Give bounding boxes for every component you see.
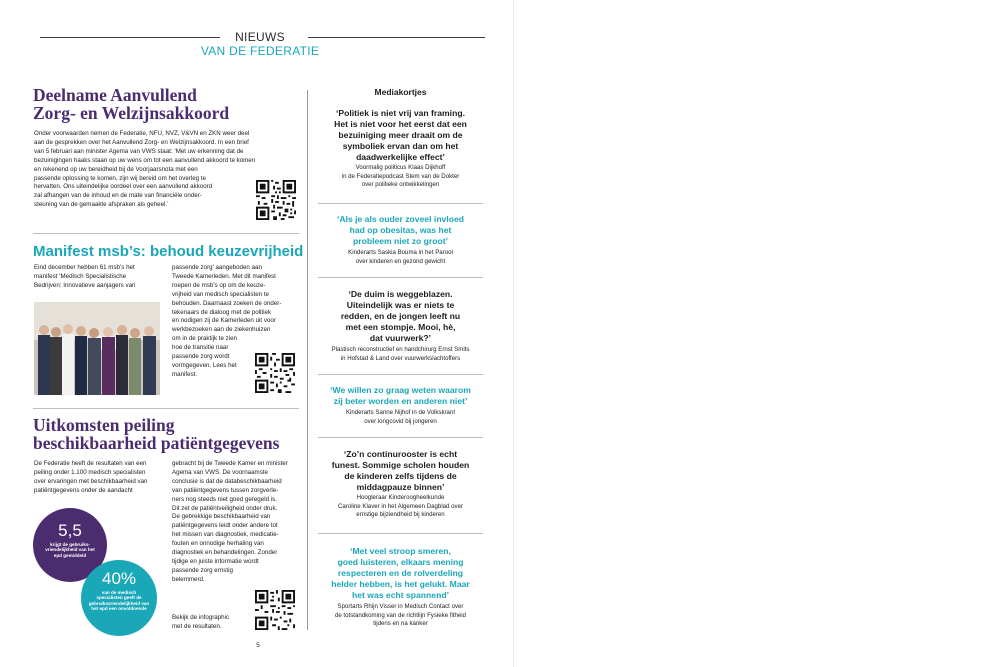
article1-title-line1: Deelname Aanvullend	[33, 85, 197, 105]
stat-circle-percentage	[81, 560, 157, 636]
divider	[318, 203, 483, 204]
quote-2-source: Kinderarts Saskia Bouma in het Parool over kinderen en gezond gewicht	[348, 249, 453, 265]
quote-6: ‘Met veel stroop smeren, goed luisteren, elkaars mening respecteren en de rolverdeling helder hebben, is het gelukt. Maar het was echt spannend’	[331, 546, 470, 600]
quote-3: ‘De duim is weggeblazen. Uiteindelijk was er niets te redden, en de jongen leeft nu met een stompje. Mooi, hè, dat vuurwerk?’	[340, 289, 461, 343]
qr-code-article2[interactable]	[255, 353, 295, 393]
quote-3-source: Plastisch reconstructief en handchirurg Ernst Smits in Hofstad & Land over vuurwerkslachtoffers	[331, 346, 470, 362]
article3-title-line2: beschikbaarheid patiëntgegevens	[33, 433, 280, 453]
stat-percentage-value: 40%	[101, 569, 137, 588]
article3-title-line1: Uitkomsten peiling	[33, 415, 175, 435]
qr-code-article1[interactable]	[256, 180, 296, 220]
quote-1: ‘Politiek is niet vrij van framing. Het is niet voor het eerst dat een bezuiniging meer draait om de symboliek ervan dan om het daadwerkelijke effect’	[334, 108, 467, 162]
divider	[318, 437, 483, 438]
article2-col1: Eind december hebben 61 msb’s het manifest ‘Medisch Specialistische Bedrijven: Innovatieve aanjagers van	[34, 264, 136, 289]
divider	[33, 408, 299, 409]
section-label: NIEUWS	[235, 30, 285, 44]
article3-col1: De Federatie heeft de resultaten van een peiling onder 1.100 medisch specialisten over ervaringen met beschikbaarheid van patiëntgegevens onder de aandacht	[34, 460, 148, 494]
column-divider	[307, 90, 308, 630]
article1-title-line2: Zorg- en Welzijnsakkoord	[33, 103, 230, 123]
quote-5: ‘Zo’n continurooster is echt funest. Sommige scholen houden de kinderen zelfs tijdens de middagpauze binnen’	[331, 449, 470, 492]
stat-percentage-caption: van de medisch specialisten geeft de gebruiksvriendelijkheid van het epd een onvoldoende	[88, 590, 150, 612]
infographic-link-text[interactable]: Bekijk de infographic met de resultaten.	[172, 614, 230, 630]
article2-title: Manifest msb’s: behoud keuzevrijheid	[33, 243, 304, 260]
section-sublabel: VAN DE FEDERATIE	[200, 44, 320, 58]
article2-col2: passende zorg’ aangeboden aan Tweede Kamerleden. Met dit manifest roepen de msb’s op om de keuze- vrijheid van medisch specialisten te behouden. Daarnaast zoeken de onder- tekenaars de dialoog met de politiek en nodigen zij de Kamerleden uit voor werkbezoeken aan de ziekenhuizen om in de praktijk te zien hoe de transitie naar passende zorg wordt vormgegeven. Lees het manifest.	[172, 264, 282, 378]
quote-4: ‘We willen zo graag weten waarom zij beter worden en anderen niet’	[330, 385, 471, 406]
divider	[33, 233, 299, 234]
divider	[318, 533, 483, 534]
qr-code-article3[interactable]	[255, 590, 295, 630]
stat-rating-value: 5,5	[58, 521, 82, 540]
page-number: 5	[256, 642, 260, 649]
mediakortjes-title: Mediakortjes	[374, 87, 427, 97]
stat-rating-caption: krijgt de gebruiks- vriendelijkheid van het epd gemiddeld	[45, 542, 95, 558]
divider	[318, 277, 483, 278]
quote-1-source: Voormalig politicus Klaas Dijkhoff in de Federatiepodcast Stem van de Dokter over politieke ontwikkelingen	[341, 164, 460, 189]
quote-4-source: Kinderarts Sanne Nijhof in de Volkskrant over longcovid bij jongeren	[345, 409, 456, 425]
group-photo	[34, 302, 160, 395]
article1-body: Onder voorwaarden nemen de Federatie, NFU, NVZ, V&VN en ZKN weer deel aan de gesprekken over het Aanvullend Zorg- en Welzijnsakkoord. In een brief van 5 februari aan minister Agema van VWS staat: ‘Met uw erkenning dat de bezuinigingen haaks staan op uw wens om tot een aanvullend akkoord te komen en rekenend op uw bereidheid bij de Voorjaarsnota met een passende oplossing te komen, zijn wij bereid om het overleg te hervatten. Ons uiteindelijke oordeel over een aanvullend akkoord zal afhangen van de inhoud en de mate van financiële onder- steuning van de gemaakte afspraken als geheel.’	[34, 130, 256, 209]
article3-col2: gebracht bij de Tweede Kamer en minister Agema van VWS. De voornaamste conclusie is dat de databeschikbaarheid van patiëntgegevens tussen zorgverle- ners nog steeds niet goed geregeld is. Dit zet de patiëntveiligheid onder druk. De gebrekkige beschikbaarheid van patiëntgegevens leidt onder andere tot het missen van diagnostiek, medicatie- fouten en onnodige herhaling van diagnostiek en behandelingen. Zonder tijdige en juiste informatie wordt passende zorg ernstig belemmerd.	[172, 460, 288, 583]
divider	[318, 374, 483, 375]
quote-5-source: Hoogleraar Kinderoogheelkunde Caroline Klaver in het Algemeen Dagblad over ernstige bijziendheid bij kinderen	[338, 494, 463, 519]
quote-6-source: Sportarts Rhijn Visser in Medisch Contact over de totstandkoming van de richtlijn Fysieke fitheid tijdens en na kanker	[334, 603, 467, 628]
quote-2: ‘Als je als ouder zoveel invloed had op obesitas, was het probleem niet zo groot’	[336, 214, 465, 246]
